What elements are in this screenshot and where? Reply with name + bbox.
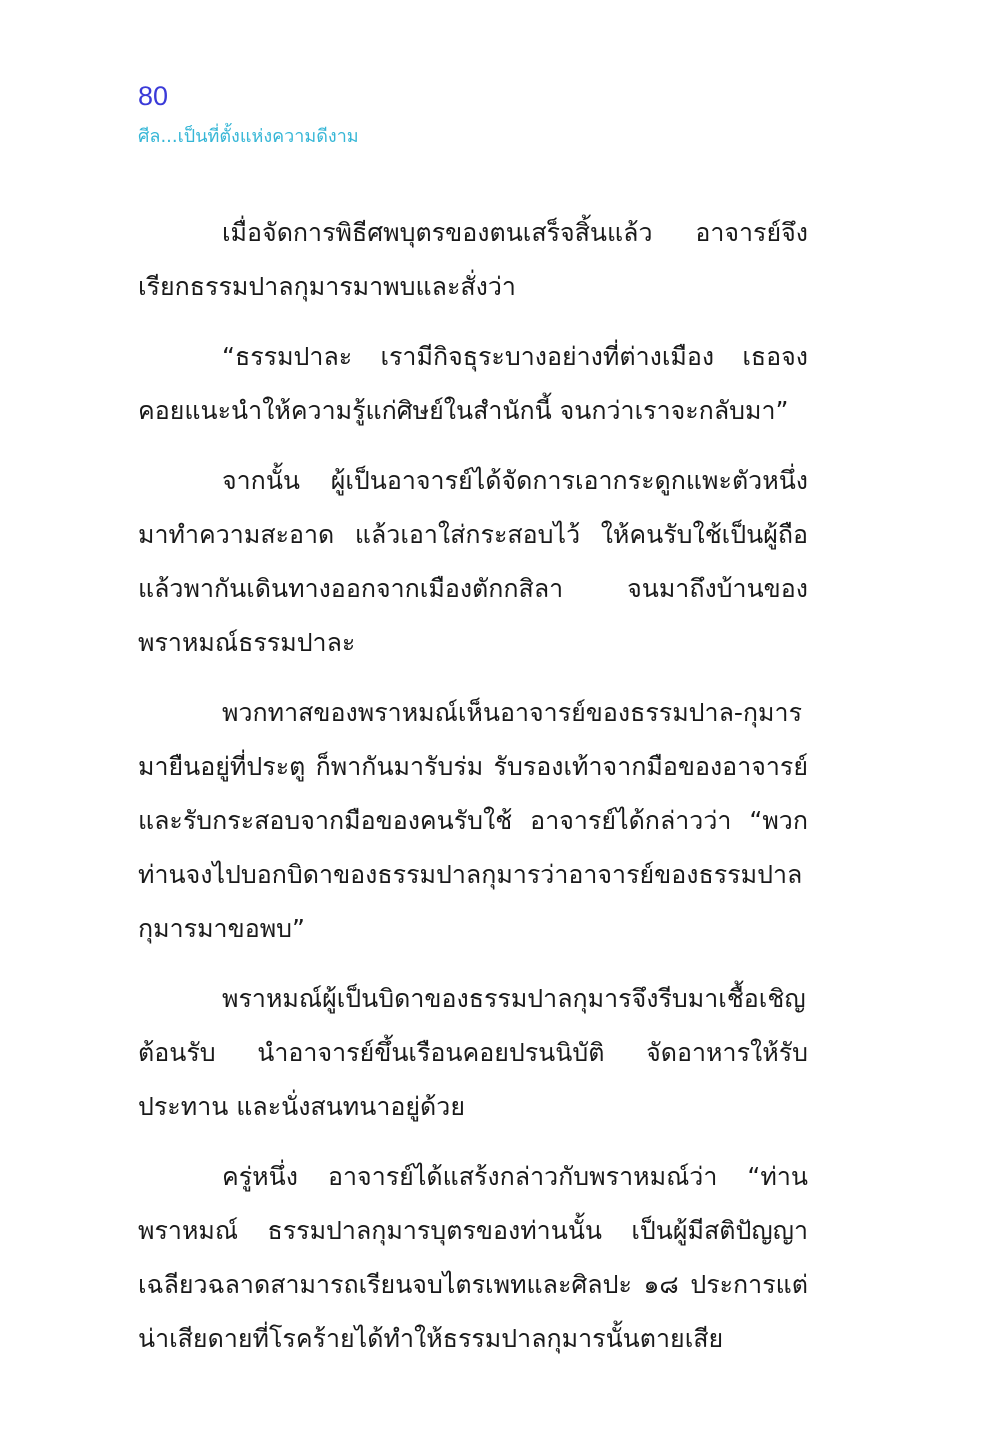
paragraph: จากนั้น ผู้เป็นอาจารย์ได้จัดการเอากระดูกแพะตัวหนึ่งมาทำความสะอาด แล้วเอาใส่กระสอบไว้ ให้คนรับใช้เป็นผู้ถือแล้วพากันเดินทางออกจากเมืองตักกสิลา จนมาถึงบ้านของพราหมณ์ธรรมปาละ <box>138 466 808 657</box>
paragraph: ครู่หนึ่ง อาจารย์ได้แสร้งกล่าวกับพราหมณ์ว่า “ท่านพราหมณ์ ธรรมปาลกุมารบุตรของท่านนั้น เป็นผู้มีสติปัญญาเฉลียวฉลาดสามารถเรียนจบไตรเพทและศิลปะ ๑๘ ประการแต่น่าเสียดายที่โรคร้ายได้ทำให้ธรรมปาลกุมารนั้นตายเสีย <box>138 1162 808 1353</box>
body-text <box>138 206 808 1366</box>
paragraph: “ธรรมปาละ เรามีกิจธุระบางอย่างที่ต่างเมือง เธอจงคอยแนะนำให้ความรู้แก่ศิษย์ในสำนักนี้ จนกว่าเราจะกลับมา” <box>138 342 808 425</box>
paragraph: พราหมณ์ผู้เป็นบิดาของธรรมปาลกุมารจึงรีบมาเชื้อเชิญต้อนรับ นำอาจารย์ขึ้นเรือนคอยปรนนิบัติ จัดอาหารให้รับประทาน และนั่งสนทนาอยู่ด้วย <box>138 984 808 1121</box>
page-number: 80 <box>138 81 169 111</box>
paragraph: พวกทาสของพราหมณ์เห็นอาจารย์ของธรรมปาล-กุมารมายืนอยู่ที่ประตู ก็พากันมารับร่ม รับรองเท้าจากมือของอาจารย์ และรับกระสอบจากมือของคนรับใช้ อาจารย์ได้กล่าวว่า “พวกท่านจงไปบอกบิดาของธรรมปาลกุมารว่าอาจารย์ของธรรมปาลกุมารมาขอพบ” <box>138 698 808 943</box>
running-header: ศีล...เป็นที่ตั้งแห่งความดีงาม <box>138 126 359 147</box>
paragraph: เมื่อจัดการพิธีศพบุตรของตนเสร็จสิ้นแล้ว อาจารย์จึงเรียกธรรมปาลกุมารมาพบและสั่งว่า <box>138 218 808 301</box>
